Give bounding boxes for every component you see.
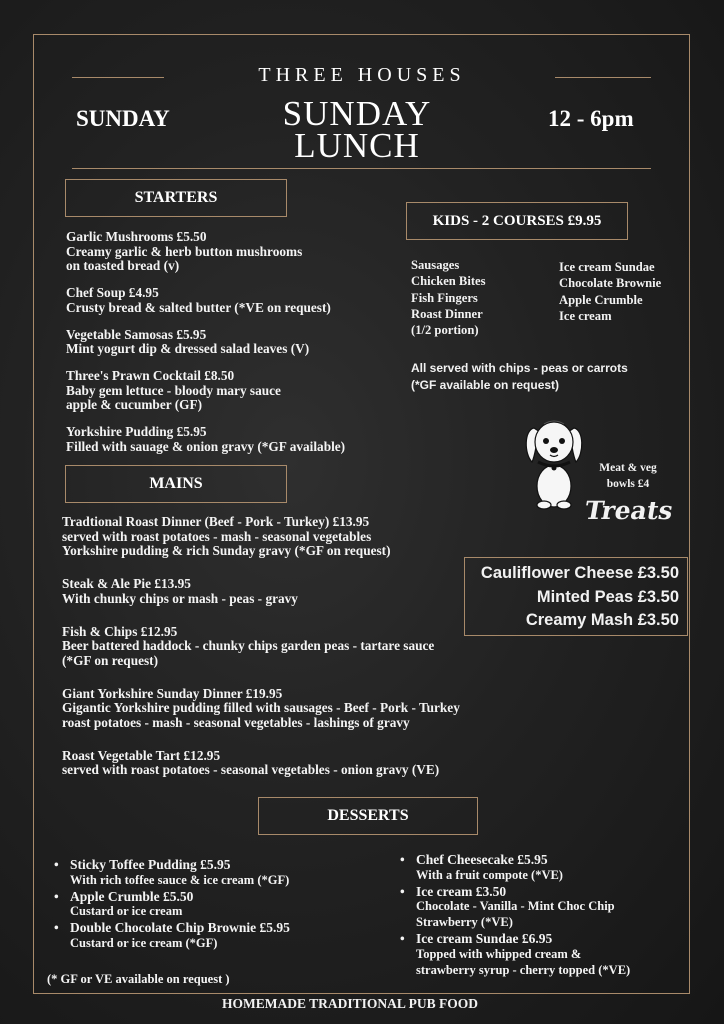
menu-item-description: (*GF on request) bbox=[62, 652, 159, 668]
desserts-left-list bbox=[50, 857, 390, 952]
dessert-item bbox=[396, 884, 696, 931]
treats-label: Treats bbox=[582, 496, 676, 525]
kids-main-item: Sausages bbox=[411, 258, 460, 272]
menu-item-description: Mint yogurt dip & dressed salad leaves (V) bbox=[66, 341, 310, 356]
menu-item-title: Roast Vegetable Tart £12.95 bbox=[62, 747, 221, 763]
meat-veg-line-2: bowls £4 bbox=[606, 478, 650, 490]
menu-item bbox=[66, 369, 406, 413]
dessert-title: Chef Cheesecake £5.95 bbox=[416, 852, 548, 867]
menu-item-description: served with roast potatoes - seasonal vegetables - onion gravy (VE) bbox=[62, 762, 440, 777]
kids-note bbox=[411, 360, 628, 393]
menu-item-description: served with roast potatoes - mash - seasonal vegetables bbox=[62, 528, 372, 544]
menu-item bbox=[66, 230, 406, 274]
dessert-description: With a fruit compote (*VE) bbox=[416, 867, 563, 882]
kids-note-line-2: (*GF available on request) bbox=[411, 377, 560, 392]
dessert-description: strawberry syrup - cherry topped (*VE) bbox=[416, 962, 631, 977]
kids-main-item: Fish Fingers bbox=[411, 290, 478, 305]
kids-note-line-1: All served with chips - peas or carrots bbox=[411, 361, 628, 375]
side-item: Creamy Mash £3.50 bbox=[525, 611, 679, 629]
dessert-description: Chocolate - Vanilla - Mint Choc Chip bbox=[416, 899, 615, 914]
dessert-title: Ice cream Sundae £6.95 bbox=[416, 930, 553, 946]
bullet-icon: • bbox=[400, 852, 405, 867]
bullet-icon: • bbox=[54, 857, 59, 872]
menu-item-title: Giant Yorkshire Sunday Dinner £19.95 bbox=[62, 685, 283, 701]
dessert-item bbox=[50, 857, 390, 889]
dessert-title: Ice cream £3.50 bbox=[416, 883, 507, 899]
menu-item bbox=[66, 286, 406, 315]
kids-main-item: (1/2 portion) bbox=[411, 323, 479, 338]
menu-item-description: Filled with sauage & onion gravy (*GF available) bbox=[66, 438, 346, 454]
menu-item bbox=[62, 625, 532, 669]
sides-list bbox=[481, 562, 679, 633]
brand-name: THREE HOUSES bbox=[258, 64, 466, 86]
bullet-icon: • bbox=[400, 883, 405, 899]
dessert-item bbox=[396, 931, 696, 978]
desserts-heading: DESSERTS bbox=[258, 797, 478, 835]
kids-dessert-item: Chocolate Brownie bbox=[559, 276, 662, 291]
kids-dessert-item: Apple Crumble bbox=[559, 292, 643, 307]
menu-item-title: Steak & Ale Pie £13.95 bbox=[62, 576, 191, 591]
bullet-icon: • bbox=[54, 888, 59, 904]
mains-heading: MAINS bbox=[65, 465, 287, 503]
header-rule-right bbox=[555, 77, 651, 78]
menu-item-description: Creamy garlic & herb button mushrooms bbox=[66, 243, 303, 259]
dog-illustration-icon bbox=[522, 414, 586, 512]
meat-veg-bowls bbox=[592, 460, 664, 492]
menu-item bbox=[66, 425, 406, 454]
dessert-description: Strawberry (*VE) bbox=[416, 915, 513, 930]
meat-veg-line-1: Meat & veg bbox=[599, 462, 657, 474]
menu-item-title: Three's Prawn Cocktail £8.50 bbox=[66, 368, 235, 383]
menu-item-description: Beer battered haddock - chunky chips garden peas - tartare sauce bbox=[62, 638, 435, 653]
kids-mains-list bbox=[411, 257, 486, 338]
kids-dessert-item: Ice cream bbox=[559, 308, 612, 323]
menu-item-title: Garlic Mushrooms £5.50 bbox=[66, 229, 207, 244]
menu-item-title: Chef Soup £4.95 bbox=[66, 285, 159, 300]
dietary-footnote: (* GF or VE available on request ) bbox=[47, 972, 230, 986]
starters-heading: STARTERS bbox=[65, 179, 287, 217]
kids-main-item: Chicken Bites bbox=[411, 274, 486, 289]
menu-item-title: Yorkshire Pudding £5.95 bbox=[66, 424, 207, 439]
menu-item bbox=[66, 328, 406, 357]
side-item: Cauliflower Cheese £3.50 bbox=[480, 564, 679, 582]
dessert-item bbox=[50, 920, 390, 952]
menu-item-description: roast potatoes - mash - seasonal vegetables - lashings of gravy bbox=[62, 714, 410, 730]
menu-item-description: With chunky chips or mash - peas - gravy bbox=[62, 590, 298, 606]
dessert-description: Custard or ice cream (*GF) bbox=[70, 935, 218, 950]
kids-main-item: Roast Dinner bbox=[411, 306, 483, 321]
header-rule-bottom bbox=[72, 168, 651, 169]
menu-item-title: Vegetable Samosas £5.95 bbox=[66, 326, 207, 342]
menu-item-description: on toasted bread (v) bbox=[66, 258, 180, 273]
sides-box bbox=[464, 557, 688, 636]
dessert-item bbox=[50, 889, 390, 921]
footer-tagline: HOMEMADE TRADITIONAL PUB FOOD bbox=[222, 996, 478, 1011]
menu-item bbox=[62, 577, 532, 606]
bullet-icon: • bbox=[400, 930, 405, 946]
title-line-2: LUNCH bbox=[294, 126, 420, 165]
header-rule-left bbox=[72, 77, 164, 78]
menu-item bbox=[62, 749, 532, 778]
dessert-item bbox=[396, 852, 696, 884]
kids-dessert-item: Ice cream Sundae bbox=[559, 260, 655, 274]
menu-item-title: Fish & Chips £12.95 bbox=[62, 623, 178, 639]
dessert-title: Apple Crumble £5.50 bbox=[70, 888, 194, 904]
dessert-description: Topped with whipped cream & bbox=[416, 946, 582, 961]
dessert-description: Custard or ice cream bbox=[70, 904, 183, 919]
menu-item-description: apple & cucumber (GF) bbox=[66, 397, 203, 412]
desserts-right-list bbox=[396, 852, 696, 978]
menu-item-description: Yorkshire pudding & rich Sunday gravy (*GF on request) bbox=[62, 543, 391, 558]
menu-item-description: Gigantic Yorkshire pudding filled with sausages - Beef - Pork - Turkey bbox=[62, 700, 460, 715]
menu-item-title: Tradtional Roast Dinner (Beef - Pork - Turkey) £13.95 bbox=[62, 514, 370, 529]
menu-item-description: Crusty bread & salted butter (*VE on request) bbox=[66, 299, 331, 315]
title-line-1: SUNDAY bbox=[282, 94, 432, 133]
menu-item bbox=[62, 687, 532, 731]
dessert-title: Sticky Toffee Pudding £5.95 bbox=[70, 857, 231, 872]
menu-item bbox=[62, 515, 532, 559]
kids-desserts-list bbox=[559, 259, 661, 324]
dessert-title: Double Chocolate Chip Brownie £5.95 bbox=[70, 920, 290, 936]
hours-label: 12 - 6pm bbox=[548, 106, 634, 131]
day-label: SUNDAY bbox=[76, 106, 170, 131]
page-title bbox=[250, 94, 464, 165]
kids-heading: KIDS - 2 COURSES £9.95 bbox=[406, 202, 628, 240]
side-item: Minted Peas £3.50 bbox=[536, 587, 679, 606]
menu-item-description: Baby gem lettuce - bloody mary sauce bbox=[66, 382, 281, 398]
dessert-description: With rich toffee sauce & ice cream (*GF) bbox=[70, 872, 290, 887]
starters-list bbox=[66, 230, 406, 467]
mains-list bbox=[62, 515, 532, 796]
bullet-icon: • bbox=[54, 920, 59, 936]
